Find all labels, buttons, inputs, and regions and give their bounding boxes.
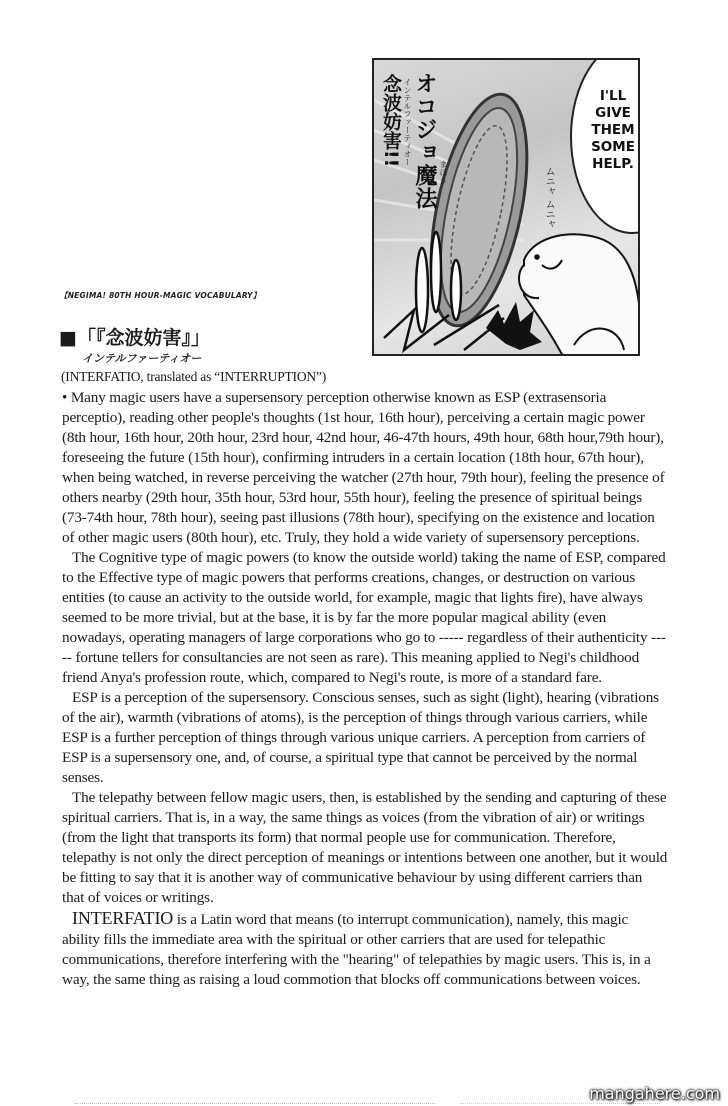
bottom-dotted-rule — [75, 1103, 435, 1104]
paragraph-interfatio — [62, 908, 668, 990]
ermine-character — [519, 234, 640, 356]
panel-title-ruby: まほう — [439, 160, 448, 184]
interfatio-text: is a Latin word that means (to interrupt communication), namely, this magic ability fills the immediate area with the spiritual or other carriers that are used for telepathic communications, therefore interfering with the "hearing" of telepathies by magic users. This is, in a way, the same thing as raising a loud commotion that blocks off communications between voices. — [62, 911, 651, 988]
bottom-dotted-rule-right — [460, 1103, 660, 1104]
sound-effect: ムニャ ムニャ — [543, 166, 554, 230]
manga-panel — [372, 58, 640, 356]
paragraph-telepathy: The telepathy between fellow magic users, then, is established by the sending and capturing of these spiritual carriers. That is, in a way, the same things as voices (from the vibration of air) or writings (from the light that transports its form) that normal people use for communication. Therefore, telepathy is not only the direct perception of meanings or intentions between one another, but it would be fitting to say that it is another way of communicative behaviour by using different carriers than that of voices or writings. — [62, 789, 668, 906]
term-translation: (INTERFATIO, translated as “INTERRUPTION”) — [61, 369, 327, 384]
interfatio-lead: INTERFATIO — [72, 908, 174, 928]
paragraph-esp-definition: ESP is a perception of the supersensory. Conscious senses, such as sight (light), hearing (vibrations of the air), warmth (vibrations of atoms), is the perception of things through various carriers, while ESP is a further perception of things through various unique carriers. A perception from carriers of ESP is a supersensory one, and, of course, a spiritual type that cannot be perceived by the normal senses. — [62, 689, 659, 786]
panel-title-vertical: オコジョ魔法 — [412, 72, 437, 210]
term-heading: ■「『念波妨害』」 — [59, 327, 210, 349]
speech-bubble-text: I'LL GIVE THEM SOME HELP. — [591, 88, 635, 172]
vocabulary-label: 【NEGIMA! 80TH HOUR-MAGIC VOCABULARY】 — [60, 291, 261, 300]
article-body — [62, 388, 668, 990]
paragraph-esp-overview: • Many magic users have a supersensory perception otherwise known as ESP (extrasensoria perceptio), reading other people's thoughts (1st hour, 16th hour), perceiving a certain magic power (8th hour, 16th hour, 20th hour, 23rd hour, 42nd hour, 46-47th hours, 49th hour, 68th hour,79th hour), foreseeing the future (15th hour), confirming intruders in a certain location (18th hour, 67th hour), when being watched, in reverse perceiving the watcher (27th hour, 79th hour), feeling the presence of others nearby (29th hour, 35th hour, 53rd hour, 55th hour), feeling the presence of spiritual beings (73-74th hour, 78th hour), seeing past illusions (78th hour), specifying on the existence and location of other magic users (80th hour), etc. Truly, they hold a wide variety of supersensory perceptions. — [62, 389, 665, 546]
panel-subtitle-vertical: 念波妨害!! — [380, 74, 402, 168]
paragraph-cognitive-type: The Cognitive type of magic powers (to know the outside world) taking the name of ESP, compared to the Effective type of magic powers that performs creations, changes, or destruction on various entities (to cause an activity to the outside world, for example, magic that lights fire), have always seemed to be more trivial, but at the base, it is by far the more popular magical ability (even nowadays, operating managers of large corporations who go to ----- regardless of their authenticity ----- fortune tellers for consultancies are not seen as rare). This meaning applied to Negi's childhood friend Anya's profession route, which, compared to Negi's route, is more of a standard fare. — [62, 549, 666, 686]
term-reading: インテルファーティオー — [82, 352, 202, 365]
site-watermark: mangahere.com — [589, 1084, 720, 1103]
panel-subtitle-ruby: インテルファーティオー — [403, 78, 412, 166]
